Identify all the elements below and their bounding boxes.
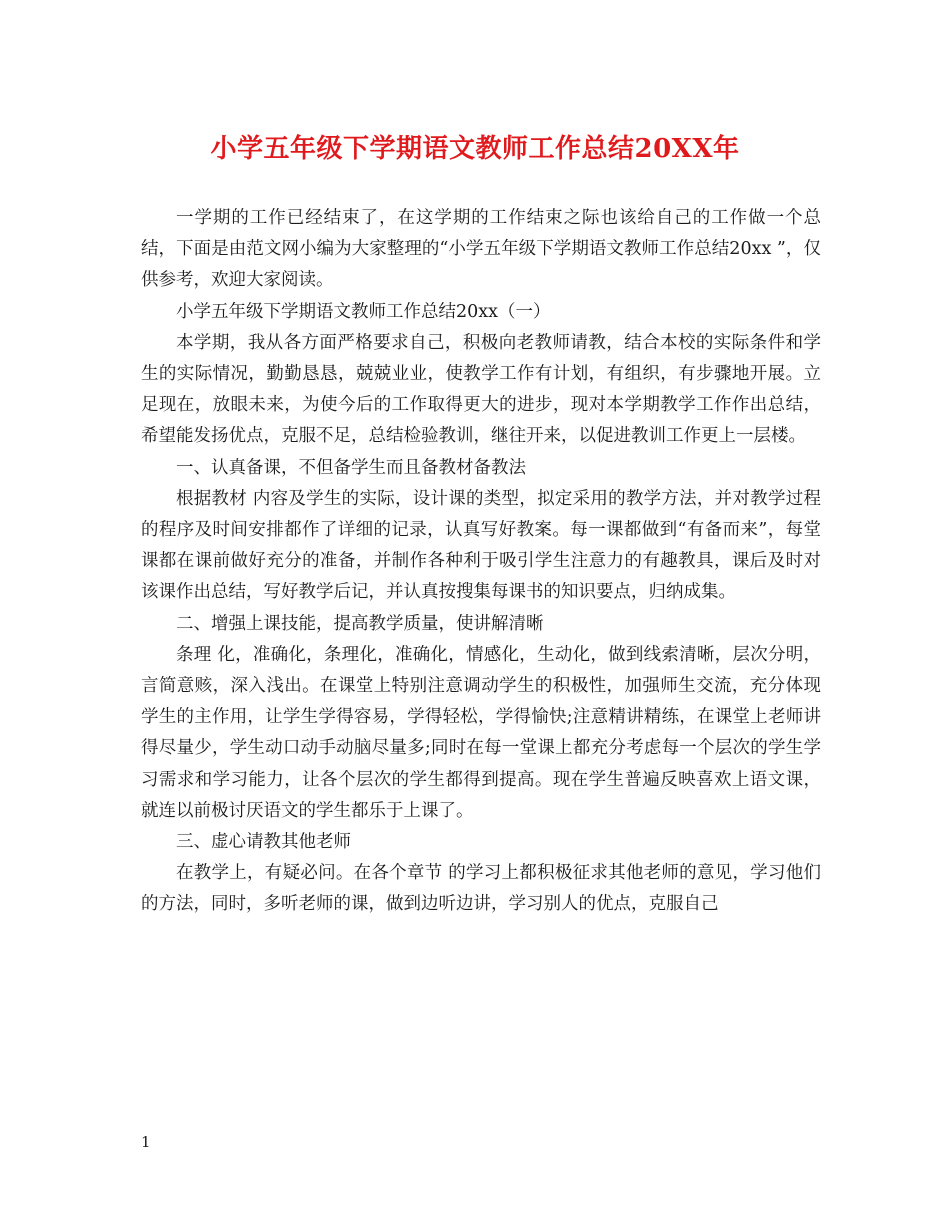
section-heading-3: 三、虚心请教其他老师 [176,832,351,853]
document-title: 小学五年级下学期语文教师工作总结20XX年 [210,134,740,164]
document-body [141,203,821,921]
paragraph-section-3: 在教学上，有疑必问。在各个章节 的学习上都积极征求其他老师的意见，学习他们的方法，同时，多听老师的课，做到边听边讲，学习别人的优点，克服自己 [141,863,821,915]
paragraph-section-2: 条理 化，准确化，条理化，准确化，情感化，生动化，做到线索清晰，层次分明，言简意赅，深入浅出。在课堂上特别注意调动学生的积极性，加强师生交流，充分体现学生的主作用，让学生学得容易，学得轻松，学得愉快;注意精讲精练，在课堂上老师讲得尽量少，学生动口动手动脑尽量多;同时在每一堂课上都充分考虑每一个层次的学生学习需求和学习能力，让各个层次的学生都得到提高。现在学生普遍反映喜欢上语文课，就连以前极讨厌语文的学生都乐于上课了。 [141,644,821,821]
paragraph-section-1: 根据教材 内容及学生的实际，设计课的类型，拟定采用的教学方法，并对教学过程的程序及时间安排都作了详细的记录，认真写好教案。每一课都做到“有备而来”，每堂课都在课前做好充分的准备，并制作各种利于吸引学生注意力的有趣教具，课后及时对该课作出总结，写好教学后记，并认真按搜集每课书的知识要点，归纳成集。 [141,488,821,603]
section-heading-2: 二、增强上课技能，提高教学质量，使讲解清晰 [176,613,544,634]
page-number: 1 [141,1133,151,1151]
section-heading-1: 一、认真备课，不但备学生而且备教材备教法 [176,457,526,478]
paragraph-overview: 本学期，我从各方面严格要求自己，积极向老教师请教，结合本校的实际条件和学生的实际情况，勤勤恳恳，兢兢业业，使教学工作有计划，有组织，有步骤地开展。立足现在，放眼未来，为使今后的工作取得更大的进步，现对本学期教学工作作出总结，希望能发扬优点，克服不足，总结检验教训，继往开来，以促进教训工作更上一层楼。 [141,332,821,447]
paragraph-subtitle: 小学五年级下学期语文教师工作总结20xx（一） [176,301,551,322]
paragraph-intro: 一学期的工作已经结束了，在这学期的工作结束之际也该给自己的工作做一个总结，下面是由范文网小编为大家整理的“小学五年级下学期语文教师工作总结20xx ”，仅供参考，欢迎大家阅读。 [141,208,821,291]
